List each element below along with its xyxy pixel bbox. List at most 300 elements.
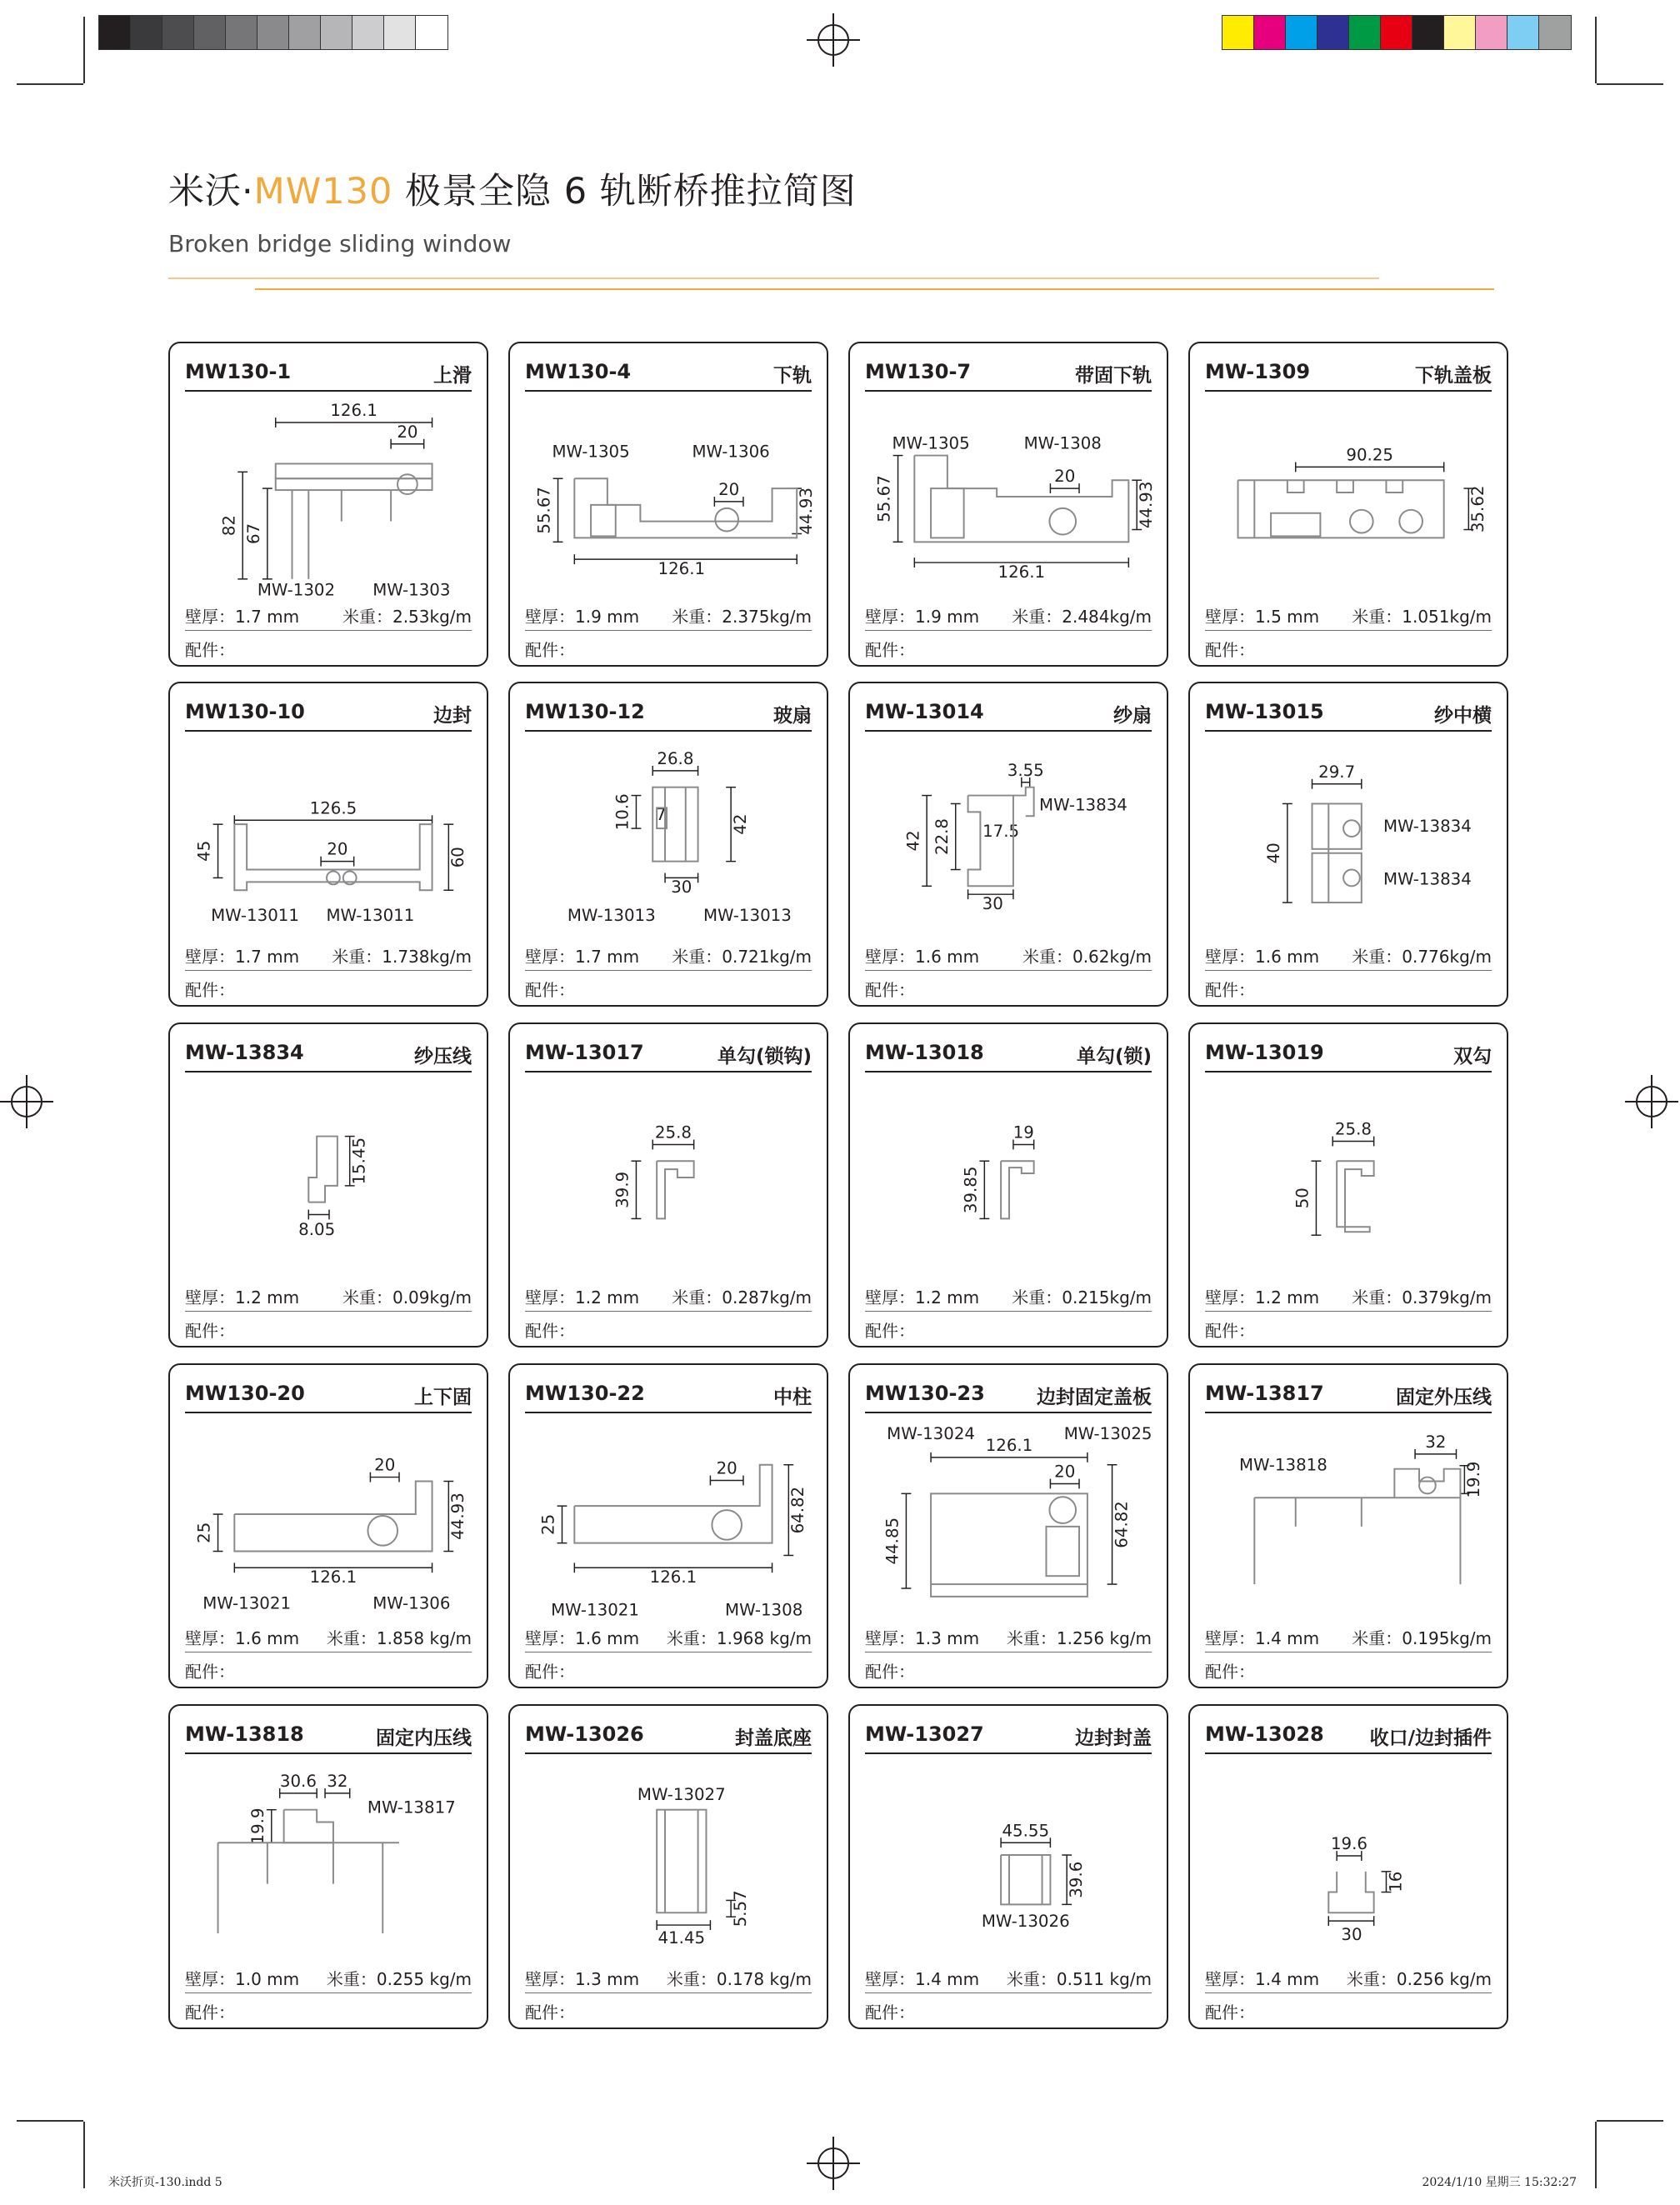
wall-label: 壁厚： [865, 947, 915, 967]
wall-label: 壁厚： [865, 1628, 915, 1648]
dimension-label: 42 [730, 813, 750, 835]
profile-name: 纱中横 [1434, 705, 1492, 727]
parts-label: 配件： [865, 1321, 915, 1341]
part-ref-label: MW-1308 [725, 1600, 803, 1620]
weight-label: 米重： [672, 1288, 722, 1308]
wall-value: 1.7 mm [235, 607, 300, 627]
profile-drawing [525, 737, 812, 935]
wall-value: 1.9 mm [915, 607, 980, 627]
part-ref-label: MW-1305 [892, 433, 970, 453]
profile-name: 收口/边封插件 [1369, 1728, 1492, 1749]
wall-label: 壁厚： [185, 1628, 235, 1648]
dimension-label: 25 [194, 1522, 214, 1543]
weight-value: 0.215kg/m [1062, 1288, 1152, 1308]
color-swatch [226, 16, 258, 49]
unit-weight [667, 1966, 812, 1990]
card-header [525, 1722, 812, 1754]
wall-value: 1.7 mm [235, 947, 300, 967]
weight-label: 米重： [1352, 1288, 1402, 1308]
parts-label: 配件： [865, 640, 915, 660]
color-swatch [162, 16, 194, 49]
crop-mark [17, 83, 83, 85]
wall-value: 1.4 mm [1255, 1628, 1320, 1648]
wall-thickness [1205, 603, 1319, 628]
profile-drawing [1205, 1759, 1492, 1958]
profile-card [168, 682, 488, 1007]
unit-weight [667, 1625, 812, 1649]
profile-code: MW130-12 [525, 700, 645, 723]
dimension-label: 20 [397, 422, 418, 442]
parts-label: 配件： [525, 640, 575, 660]
unit-weight [672, 1284, 812, 1308]
dimension-label: 45.55 [1002, 1821, 1050, 1841]
part-ref-label: MW-1306 [692, 442, 770, 462]
wall-label: 壁厚： [185, 1969, 235, 1989]
wall-label: 壁厚： [525, 1969, 575, 1989]
card-header [185, 1722, 472, 1754]
part-ref-label: MW-13818 [1239, 1455, 1328, 1475]
profile-code: MW-13018 [865, 1041, 984, 1064]
card-header [1205, 1722, 1492, 1754]
wall-value: 1.3 mm [575, 1969, 640, 1989]
dimension-label: 32 [327, 1772, 348, 1791]
profile-code: MW130-22 [525, 1382, 645, 1405]
card-spec-row [865, 942, 1152, 971]
wall-thickness [525, 1284, 639, 1308]
profile-name: 上滑 [433, 365, 472, 387]
wall-label: 壁厚： [865, 1288, 915, 1308]
card-spec-row [185, 1623, 472, 1652]
parts-label: 配件： [185, 1321, 235, 1341]
part-ref-label: MW-13025 [1063, 1424, 1152, 1444]
wall-thickness [1205, 1966, 1319, 1990]
part-ref-label: MW-13027 [637, 1784, 726, 1804]
weight-label: 米重： [1012, 1288, 1062, 1308]
unit-weight [1347, 1966, 1492, 1990]
profile-card [168, 1704, 488, 2029]
wall-label: 壁厚： [1205, 947, 1255, 967]
wall-thickness [1205, 943, 1319, 968]
card-spec-row [865, 1964, 1152, 1993]
wall-value: 1.6 mm [915, 947, 980, 967]
profile-card [168, 1022, 488, 1348]
parts-label: 配件： [1205, 1321, 1255, 1341]
color-swatch [352, 16, 384, 49]
unit-weight [672, 603, 812, 628]
wall-label: 壁厚： [185, 1288, 235, 1308]
wall-label: 壁厚： [1205, 1628, 1255, 1648]
weight-label: 米重： [1346, 1969, 1397, 1989]
wall-label: 壁厚： [185, 607, 235, 627]
card-spec-row [1205, 602, 1492, 631]
unit-weight [1012, 1284, 1152, 1308]
dimension-label: 32 [1425, 1432, 1447, 1452]
weight-value: 0.178 kg/m [716, 1969, 812, 1989]
card-spec-row [1205, 1282, 1492, 1312]
wall-thickness [1205, 1284, 1319, 1308]
parts-label: 配件： [1205, 980, 1255, 1000]
dimension-label: 67 [243, 522, 263, 545]
header-rule-light [168, 278, 1379, 279]
profile-drawing [1205, 1078, 1492, 1276]
profile-drawing [185, 1759, 472, 1958]
card-header [525, 360, 812, 392]
dimension-label: 30 [671, 878, 692, 898]
wall-thickness [185, 1625, 299, 1649]
dimension-label: 20 [718, 480, 740, 500]
profile-section-drawing [185, 737, 472, 935]
crop-mark [83, 17, 85, 83]
dimension-label: 39.9 [612, 1171, 632, 1208]
profile-code: MW130-10 [185, 700, 305, 723]
dimension-label: 29.7 [1318, 762, 1356, 782]
wall-thickness [865, 943, 979, 968]
parts-label: 配件： [865, 980, 915, 1000]
weight-value: 2.53kg/m [392, 607, 472, 627]
color-swatch [1349, 16, 1381, 49]
profile-section-drawing [1205, 737, 1492, 935]
dimension-label: 44.93 [797, 487, 816, 535]
profile-name: 边封封盖 [1075, 1728, 1152, 1749]
card-spec-row [1205, 1623, 1492, 1652]
wall-label: 壁厚： [1205, 607, 1255, 627]
card-spec-row [525, 1282, 812, 1312]
profile-card [168, 342, 488, 667]
profile-name: 带固下轨 [1075, 365, 1152, 387]
wall-value: 1.7 mm [575, 947, 640, 967]
dimension-label: 82 [219, 515, 239, 537]
wall-label: 壁厚： [185, 947, 235, 967]
unit-weight [1352, 1625, 1492, 1649]
dimension-label: 7 [655, 805, 667, 825]
dimension-label: 10.6 [612, 793, 632, 831]
profile-section-drawing [865, 397, 1156, 595]
wall-value: 1.3 mm [915, 1628, 980, 1648]
part-ref-label: MW-13013 [567, 905, 656, 925]
weight-value: 0.256 kg/m [1396, 1969, 1492, 1989]
header-rule-accent [255, 288, 1494, 290]
dimension-label: 39.85 [961, 1166, 981, 1214]
part-ref-label: MW-13834 [1382, 869, 1472, 889]
profile-drawing [865, 737, 1152, 935]
dimension-label: 126.1 [658, 558, 706, 578]
dimension-label: 3.55 [1007, 760, 1044, 780]
profile-drawing [525, 397, 816, 595]
weight-label: 米重： [666, 1969, 717, 1989]
dimension-label: 126.1 [649, 1568, 698, 1588]
weight-label: 米重： [672, 947, 722, 967]
profile-name: 边封 [433, 705, 472, 727]
parts-label: 配件： [185, 1662, 235, 1682]
weight-label: 米重： [666, 1628, 717, 1648]
wall-label: 壁厚： [1205, 1288, 1255, 1308]
unit-weight [1012, 603, 1152, 628]
weight-value: 1.858 kg/m [376, 1628, 472, 1648]
parts-label: 配件： [1205, 1662, 1255, 1682]
dimension-label: 90.25 [1346, 445, 1393, 465]
file-slug: 米沃折页-130.indd 5 [108, 2176, 222, 2189]
profile-name: 单勾(锁钩) [717, 1046, 812, 1068]
part-ref-label: MW-1303 [372, 580, 451, 600]
weight-value: 2.484kg/m [1062, 607, 1152, 627]
dimension-label: 64.82 [788, 1486, 808, 1534]
card-header [185, 700, 472, 732]
dimension-label: 17.5 [982, 821, 1020, 841]
dimension-label: 30 [982, 893, 1003, 913]
wall-thickness [525, 943, 639, 968]
wall-value: 1.9 mm [575, 607, 640, 627]
profile-card [848, 1022, 1168, 1348]
dimension-label: 126.1 [998, 562, 1046, 582]
wall-value: 1.4 mm [915, 1969, 980, 1989]
registration-mark-icon [0, 1075, 53, 1128]
profile-card [508, 1704, 828, 2029]
crop-mark [1597, 83, 1663, 85]
card-spec-row [525, 1623, 812, 1652]
wall-label: 壁厚： [865, 1969, 915, 1989]
page-title [168, 163, 857, 214]
card-header [1205, 1041, 1492, 1072]
profile-name: 固定内压线 [376, 1728, 472, 1749]
card-spec-row [185, 602, 472, 631]
profile-name: 上下固 [414, 1387, 472, 1408]
profile-section-drawing [1205, 1078, 1492, 1276]
dimension-label: 20 [1054, 1462, 1076, 1482]
dimension-label: 55.67 [534, 487, 554, 534]
profile-code: MW130-23 [865, 1382, 985, 1405]
weight-value: 0.255 kg/m [376, 1969, 472, 1989]
profile-code: MW-13015 [1205, 700, 1324, 723]
wall-thickness [525, 1966, 639, 1990]
dimension-label: 19.9 [1464, 1461, 1484, 1498]
profile-card [848, 1704, 1168, 2029]
profile-section-drawing [185, 1759, 472, 1958]
unit-weight [1352, 1284, 1492, 1308]
weight-label: 米重： [1352, 607, 1402, 627]
wall-thickness [865, 603, 979, 628]
weight-label: 米重： [672, 607, 722, 627]
part-ref-label: MW-13834 [1039, 795, 1128, 815]
profile-drawing [1205, 1418, 1492, 1617]
profile-section-drawing [525, 397, 816, 595]
profile-code: MW-13026 [525, 1722, 644, 1746]
card-header [865, 1722, 1152, 1754]
profile-section-drawing [1205, 397, 1492, 595]
color-swatch [1254, 16, 1286, 49]
profile-code: MW-13834 [185, 1041, 304, 1064]
unit-weight [1022, 943, 1152, 968]
card-header [1205, 700, 1492, 732]
wall-value: 1.2 mm [1255, 1288, 1320, 1308]
unit-weight [1352, 603, 1492, 628]
wall-thickness [185, 1284, 299, 1308]
profile-section-drawing [865, 1759, 1152, 1958]
wall-label: 壁厚： [525, 607, 575, 627]
part-ref-label: MW-13011 [326, 905, 415, 925]
color-swatch [1286, 16, 1318, 49]
color-swatch [321, 16, 352, 49]
dimension-label: 44.93 [1137, 481, 1156, 529]
wall-thickness [185, 603, 299, 628]
dimension-label: 20 [1054, 467, 1076, 487]
parts-label: 配件： [185, 980, 235, 1000]
crop-mark [17, 2120, 83, 2122]
color-swatch [416, 16, 448, 49]
card-header [185, 360, 472, 392]
profile-card [1188, 342, 1508, 667]
card-header [1205, 1382, 1492, 1413]
profile-section-drawing [1205, 1418, 1492, 1617]
profile-card [1188, 1022, 1508, 1348]
profile-drawing [1205, 397, 1492, 595]
profile-section-drawing [865, 1418, 1152, 1617]
card-spec-row [185, 1964, 472, 1993]
part-ref-label: MW-13817 [367, 1798, 456, 1818]
dimension-label: 35.62 [1468, 485, 1488, 533]
profile-name: 玻扇 [773, 705, 812, 727]
card-spec-row [865, 1623, 1152, 1652]
card-spec-row [185, 942, 472, 971]
profile-name: 边封固定盖板 [1037, 1387, 1152, 1408]
color-swatch [1444, 16, 1476, 49]
wall-label: 壁厚： [525, 1288, 575, 1308]
profile-drawing [185, 737, 472, 935]
weight-label: 米重： [326, 1628, 377, 1648]
profile-card [508, 1022, 828, 1348]
wall-thickness [865, 1966, 979, 1990]
wall-thickness [865, 1625, 979, 1649]
weight-value: 0.09kg/m [392, 1288, 472, 1308]
card-header [865, 1382, 1152, 1413]
parts-label: 配件： [865, 1662, 915, 1682]
wall-value: 1.5 mm [1255, 607, 1320, 627]
color-swatch [1412, 16, 1444, 49]
dimension-label: 15.45 [349, 1137, 369, 1185]
profile-section-drawing [525, 1418, 812, 1620]
wall-label: 壁厚： [865, 607, 915, 627]
weight-label: 米重： [332, 947, 382, 967]
weight-value: 1.256 kg/m [1056, 1628, 1152, 1648]
profile-section-drawing [865, 737, 1152, 935]
parts-label: 配件： [1205, 2002, 1255, 2022]
profile-code: MW-13027 [865, 1722, 984, 1746]
profile-name: 纱扇 [1113, 705, 1152, 727]
card-spec-row [865, 602, 1152, 631]
parts-label: 配件： [185, 2002, 235, 2022]
parts-label: 配件： [525, 2002, 575, 2022]
profile-code: MW-13019 [1205, 1041, 1324, 1064]
part-ref-label: MW-1306 [372, 1593, 451, 1613]
wall-value: 1.6 mm [575, 1628, 640, 1648]
crop-mark [1595, 2122, 1597, 2188]
wall-value: 1.2 mm [235, 1288, 300, 1308]
profile-code: MW-1309 [1205, 360, 1311, 383]
profile-drawing [525, 1078, 812, 1276]
page-subtitle: Broken bridge sliding window [168, 230, 512, 258]
card-spec-row [525, 942, 812, 971]
wall-value: 1.2 mm [915, 1288, 980, 1308]
profile-code: MW-13817 [1205, 1382, 1324, 1405]
wall-value: 1.6 mm [1255, 947, 1320, 967]
color-swatch [289, 16, 321, 49]
profile-name: 固定外压线 [1396, 1387, 1492, 1408]
unit-weight [1007, 1966, 1152, 1990]
weight-label: 米重： [342, 607, 392, 627]
unit-weight [332, 943, 472, 968]
dimension-label: 50 [1292, 1188, 1312, 1209]
weight-label: 米重： [1006, 1969, 1057, 1989]
dimension-label: 126.1 [330, 401, 378, 421]
weight-label: 米重： [1352, 1628, 1402, 1648]
profile-name: 单勾(锁) [1076, 1046, 1152, 1068]
wall-thickness [525, 603, 639, 628]
color-swatch [1476, 16, 1508, 49]
dimension-label: 55.67 [874, 475, 894, 522]
part-ref-label: MW-1302 [257, 580, 336, 600]
dimension-label: 8.05 [298, 1220, 336, 1240]
wall-thickness [185, 1966, 299, 1990]
profile-card [848, 342, 1168, 667]
dimension-label: 16 [1386, 1871, 1406, 1892]
profile-section-drawing [185, 397, 472, 600]
dimension-label: 126.1 [309, 1568, 358, 1588]
registration-mark-icon [1625, 1075, 1678, 1128]
profile-name: 纱压线 [414, 1046, 472, 1068]
profile-card [508, 1363, 828, 1688]
parts-label: 配件： [525, 980, 575, 1000]
color-swatch [194, 16, 226, 49]
profile-section-drawing [185, 1078, 472, 1276]
color-swatch [1222, 16, 1254, 49]
dimension-label: 20 [716, 1458, 738, 1478]
part-ref-label: MW-13024 [887, 1424, 975, 1444]
card-spec-row [1205, 942, 1492, 971]
color-swatch [1508, 16, 1539, 49]
weight-label: 米重： [326, 1969, 377, 1989]
title-suffix: 极景全隐 6 轨断桥推拉简图 [392, 171, 857, 212]
profile-code: MW130-7 [865, 360, 972, 383]
profile-card [1188, 1363, 1508, 1688]
color-swatch [1318, 16, 1349, 49]
registration-mark-icon [807, 2137, 860, 2190]
profile-card [508, 682, 828, 1007]
dimension-label: 25.8 [1334, 1119, 1372, 1139]
wall-thickness [1205, 1625, 1319, 1649]
parts-label: 配件： [185, 640, 235, 660]
card-spec-row [525, 602, 812, 631]
weight-value: 0.511 kg/m [1056, 1969, 1152, 1989]
profile-card [848, 682, 1168, 1007]
card-header [525, 1382, 812, 1413]
wall-value: 1.6 mm [235, 1628, 300, 1648]
profile-card [168, 1363, 488, 1688]
wall-label: 壁厚： [525, 1628, 575, 1648]
profile-drawing [1205, 737, 1492, 935]
part-ref-label: MW-13026 [981, 1912, 1070, 1932]
unit-weight [1352, 943, 1492, 968]
card-spec-row [865, 1282, 1152, 1312]
dimension-label: 20 [374, 1455, 396, 1475]
wall-thickness [525, 1625, 639, 1649]
dimension-label: 25.8 [654, 1122, 692, 1142]
card-header [525, 700, 812, 732]
color-swatch [384, 16, 416, 49]
weight-value: 0.721kg/m [722, 947, 812, 967]
grayscale-bar [98, 15, 448, 50]
dimension-label: 41.45 [658, 1928, 706, 1948]
parts-label: 配件： [525, 1321, 575, 1341]
part-ref-label: MW-13013 [702, 905, 792, 925]
